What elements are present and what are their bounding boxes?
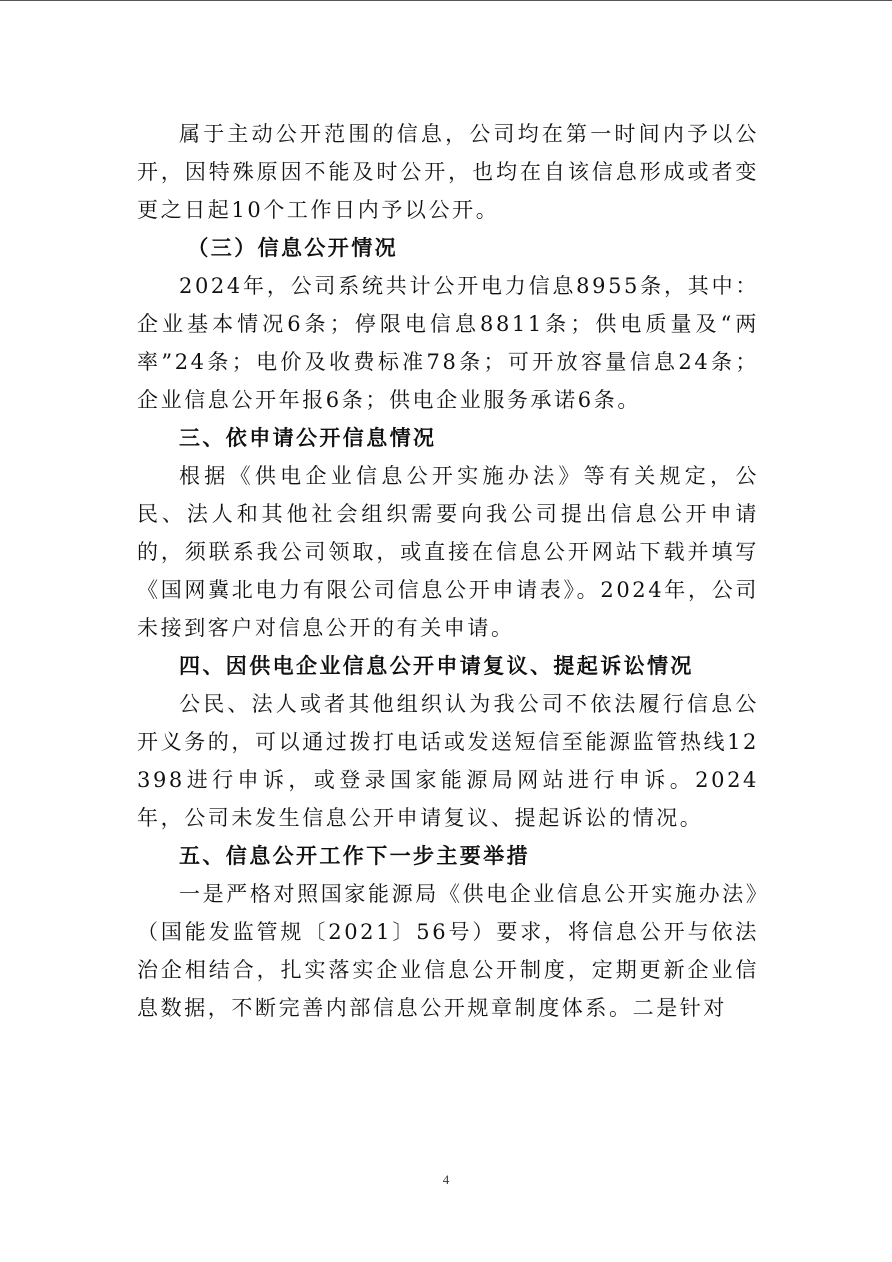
top-border-line: [0, 0, 892, 1]
paragraph-disclosure-stats: 2024年，公司系统共计公开电力信息8955条，其中：企业基本情况6条；停限电信息8811条；供电质量及“两率”24条；电价及收费标准78条；可开放容量信息24条；企业信息公开年报6条；供电企业服务承诺6条。: [137, 274, 759, 412]
paragraph-application-disclosure: 根据《供电企业信息公开实施办法》等有关规定，公民、法人和其他社会组织需要向我公司提出信息公开申请的，须联系我公司领取，或直接在信息公开网站下载并填写《国网冀北电力有限公司信息公开申请表》。2024年，公司未接到客户对信息公开的有关申请。: [137, 464, 759, 640]
heading-section-5: 五、信息公开工作下一步主要举措: [179, 844, 530, 868]
heading-disclosure-status: （三）信息公开情况: [187, 236, 398, 260]
document-body: [137, 115, 759, 1027]
paragraph-next-steps: 一是严格对照国家能源局《供电企业信息公开实施办法》（国能发监管规〔2021〕56号）要求，将信息公开与依法治企相结合，扎实落实企业信息公开制度，定期更新企业信息数据，不断完善内部信息公开规章制度体系。二是针对: [137, 882, 759, 1020]
heading-section-4: 四、因供电企业信息公开申请复议、提起诉讼情况: [179, 654, 694, 678]
paragraph-complaints: 公民、法人或者其他组织认为我公司不依法履行信息公开义务的，可以通过拨打电话或发送短信至能源监管热线12398进行申诉，或登录国家能源局网站进行申诉。2024年，公司未发生信息公开申请复议、提起诉讼的情况。: [137, 692, 759, 830]
heading-section-3: 三、依申请公开信息情况: [179, 426, 437, 450]
paragraph-proactive-disclosure: 属于主动公开范围的信息，公司均在第一时间内予以公开，因特殊原因不能及时公开，也均在自该信息形成或者变更之日起10个工作日内予以公开。: [137, 122, 759, 222]
page-number: 4: [442, 1172, 450, 1187]
